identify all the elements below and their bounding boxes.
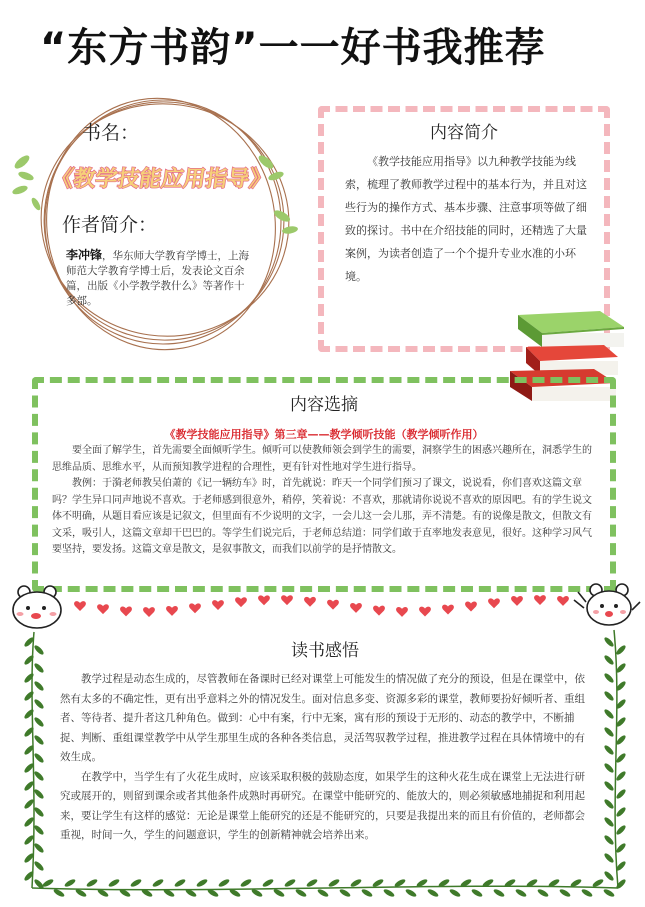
leaf-icon xyxy=(218,878,231,888)
leaf-icon xyxy=(33,842,45,854)
leaf-icon xyxy=(33,788,45,800)
heart-icon xyxy=(74,601,86,611)
leaf-icon xyxy=(33,770,45,782)
leaf-icon xyxy=(33,662,45,674)
heart-icon xyxy=(258,595,270,605)
leaf-icon xyxy=(603,672,615,684)
heart-icon xyxy=(488,598,500,608)
heart-icon xyxy=(281,595,293,605)
leaf-icon xyxy=(86,878,99,888)
author-name: 李冲锋 xyxy=(66,248,103,262)
heart-icon xyxy=(396,607,408,617)
leaf-icon xyxy=(537,888,550,898)
leaf-icon xyxy=(427,888,440,898)
leaf-icon xyxy=(33,752,45,764)
leaf-icon xyxy=(603,852,615,864)
leaf-icon xyxy=(33,716,45,728)
leaf-icon xyxy=(603,834,615,846)
reflection-paragraph: 教学过程是动态生成的，尽管教师在备课时已经对课堂上可能发生的情况做了充分的预设，但是在课堂中，依然有太多的不确定性，更有出乎意料之外的情况发生。面对信息多变、资源多彩的课堂，教师要扮好倾听者、重组者、等待者、提升者这几种角色。做到：心中有案，行中无案，寓有形的预设于无形的、动态的教学中，不断捕捉、判断、重组课堂教学中从学生那里生成的各种各类信息，灵活驾驭教学过程，推进教学过程在具体情境中的有效生成。 xyxy=(60,673,585,763)
reflection-heading: 读书感悟 xyxy=(291,641,359,661)
hearts-divider xyxy=(70,588,574,618)
intro-text: 《教学技能应用指导》以九种教学技能为线索，梳理了教师教学过程中的基本行为，并且对这些行为的操作方式、基本步骤、注意事项等做了细致的探讨。书中在介绍技能的同时，还精选了大量案例，为读者创造了一个个提升专业水准的小环境。 xyxy=(345,155,587,283)
leaf-icon xyxy=(493,888,506,898)
leaf-icon xyxy=(152,878,165,888)
leaf-icon xyxy=(405,888,418,898)
heart-icon xyxy=(442,605,454,615)
book-title-artwork xyxy=(49,146,274,206)
leaf-icon xyxy=(108,878,121,888)
leaf-icon xyxy=(196,878,209,888)
excerpt-subheading: 《教学技能应用指导》第三章——教学倾听技能（教学倾听作用） xyxy=(164,428,484,441)
reflection-body xyxy=(60,670,588,846)
book-name-label: 书名： xyxy=(82,122,140,144)
leaf-icon xyxy=(33,806,45,818)
wreath-decoration xyxy=(14,62,312,360)
heart-icon xyxy=(235,597,247,607)
leaf-icon xyxy=(515,888,528,898)
leaf-icon xyxy=(615,842,627,854)
author-intro-label: 作者简介： xyxy=(62,214,158,236)
leaf-icon xyxy=(559,888,572,898)
heart-icon xyxy=(534,595,546,605)
heart-icon xyxy=(511,596,523,606)
leaf-icon xyxy=(603,708,615,720)
leaf-icon xyxy=(603,780,615,792)
author-bio xyxy=(66,248,250,309)
leaf-icon xyxy=(615,824,627,836)
excerpt-body xyxy=(52,443,600,559)
leaf-icon xyxy=(328,878,341,888)
leaf-icon xyxy=(339,888,352,898)
leaf-icon xyxy=(471,888,484,898)
leaf-icon xyxy=(603,726,615,738)
leaf-icon xyxy=(603,762,615,774)
excerpt-paragraph: 教例：于漪老师教吴伯萧的《记一辆纺车》时，首先就说：昨天一个同学们预习了课文，说说看，你们喜欢这篇文章吗？学生异口同声地说不喜欢。于老师感到很意外，稍停，笑着说：不喜欢，那就请你说说不喜欢的原因吧。有的学生说文体不明确，从题目看应该是记叙文，但里面有不少说明的文字，一会儿这一会儿那，弄不清楚。有的说像是散文，但散文有文采，吸引人，这篇文章却干巴巴的。等学生们说完后，于老师总结道：同学们敢于直率地发表意见，很好。这种学习风气要坚持，要发扬。这篇文章是散文，是叙事散文，而我们以前学的是抒情散文。 xyxy=(52,478,592,555)
heart-icon xyxy=(373,606,385,616)
heart-icon xyxy=(120,606,132,616)
leaf-icon xyxy=(361,888,374,898)
leaf-icon xyxy=(42,878,55,888)
heart-icon xyxy=(212,600,224,610)
leaf-icon xyxy=(603,690,615,702)
leaf-icon xyxy=(130,878,143,888)
heart-icon xyxy=(465,602,477,612)
leaf-icon xyxy=(240,878,253,888)
leaf-icon xyxy=(317,888,330,898)
leaf-icon xyxy=(33,680,45,692)
leaf-icon xyxy=(64,878,77,888)
author-bio-text: ，华东师大学教育学博士，上海师范大学教育学博士后，发表论文百余篇，出版《小学教学教什么》等著作十多部。 xyxy=(66,250,250,307)
leaf-icon xyxy=(603,888,616,898)
leaf-icon xyxy=(603,744,615,756)
heart-icon xyxy=(419,607,431,617)
leaf-icon xyxy=(23,708,35,720)
leaf-icon xyxy=(23,690,35,702)
heart-icon xyxy=(166,606,178,616)
heart-icon xyxy=(557,596,569,606)
leaf-icon xyxy=(174,878,187,888)
excerpt-paragraph: 要全面了解学生，首先需要全面倾听学生。倾听可以使教师领会到学生的需要，洞察学生的困惑兴趣所在，洞悉学生的思维品质、思维水平，从而预知教学进程的合理性，更有针对性地对学生进行指导。 xyxy=(52,445,592,473)
leaf-icon xyxy=(615,752,627,764)
leaf-icon xyxy=(581,888,594,898)
excerpt-heading: 内容选摘 xyxy=(290,395,358,415)
leaf-icon xyxy=(615,806,627,818)
leaf-icon xyxy=(449,888,462,898)
leaf-icon xyxy=(33,734,45,746)
leaf-icon xyxy=(603,798,615,810)
heart-icon xyxy=(350,603,362,613)
leaf-icon xyxy=(350,878,363,888)
leaf-icon xyxy=(33,698,45,710)
heart-icon xyxy=(304,597,316,607)
leaf-icon xyxy=(33,860,45,872)
heart-icon xyxy=(189,603,201,613)
leaf-icon xyxy=(295,888,308,898)
leaf-icon xyxy=(615,770,627,782)
leaf-icon xyxy=(306,878,319,888)
leaf-icon xyxy=(262,878,275,888)
heart-icon xyxy=(143,607,155,617)
heart-icon xyxy=(97,604,109,614)
leaf-icon xyxy=(23,672,35,684)
leaf-icon xyxy=(603,816,615,828)
leaf-icon xyxy=(603,870,615,882)
leaf-icon xyxy=(615,788,627,800)
intro-heading: 内容简介 xyxy=(430,123,498,143)
leaf-icon xyxy=(284,878,297,888)
leaf-icon xyxy=(33,824,45,836)
leaf-icon xyxy=(383,888,396,898)
page-title: “东方书韵”一一好书我推荐 xyxy=(40,25,546,71)
heart-icon xyxy=(327,600,339,610)
book-title-text: 《教学技能应用指导》 xyxy=(49,166,274,192)
reflection-paragraph: 在教学中，当学生有了火花生成时，应该采取积极的鼓励态度，如果学生的这种火花生成在课堂上无法进行研究或展开的，则留到课余或者其他条件成熟时再研究。在课堂中能研究的、能放大的，则必须敏感地捕捉和利用起来，要让学生有这样的感觉：无论是课堂上能研究的还是不能研究的，只要是我提出来的而且有价值的，老师都会重视，时间一久，学生的问题意识，学生的创新精神就会培养出来。 xyxy=(60,770,585,841)
